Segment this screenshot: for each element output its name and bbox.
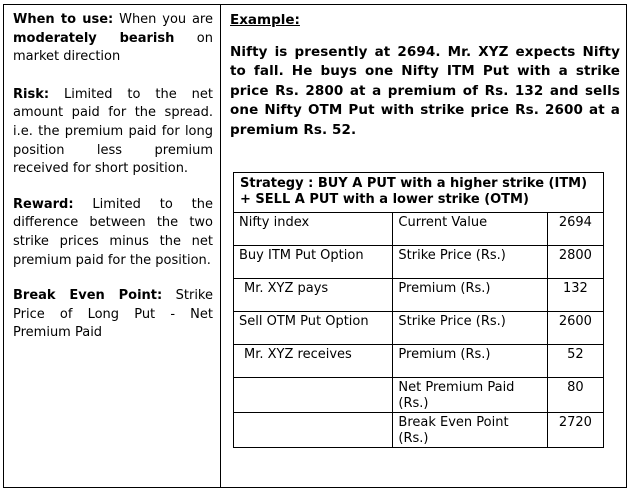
row-label: Nifty index [234, 213, 393, 246]
when-to-use [13, 11, 213, 67]
table-row [234, 345, 604, 378]
content-frame [3, 4, 627, 488]
row-label [234, 378, 393, 413]
row-label: Mr. XYZ receives [234, 345, 393, 378]
row-value: 80 [547, 378, 603, 413]
row-item: Current Value [393, 213, 547, 246]
row-item: Net Premium Paid (Rs.) [393, 378, 547, 413]
row-value: 2600 [547, 312, 603, 345]
table-row [234, 312, 604, 345]
row-label [234, 413, 393, 448]
reward [13, 196, 213, 270]
when-to-use-bold: moderately bearish [13, 30, 175, 46]
row-value: 52 [547, 345, 603, 378]
table-row [234, 378, 604, 413]
when-to-use-label: When to use: [13, 12, 114, 27]
table-row [234, 246, 604, 279]
risk-text: Limited to the net amount paid for the spread. i.e. the premium paid for long position less premium received for short position. [13, 86, 213, 177]
break-even-text: Strike Price of Long Put - Net Premium Paid [13, 288, 213, 341]
row-item: Premium (Rs.) [393, 279, 547, 312]
when-to-use-post: on market direction [13, 30, 213, 65]
table-row [234, 213, 604, 246]
strategy-table [233, 172, 604, 448]
row-value: 2800 [547, 246, 603, 279]
row-label: Buy ITM Put Option [234, 246, 393, 279]
row-item: Strike Price (Rs.) [393, 312, 547, 345]
table-row [234, 413, 604, 448]
table-row [234, 279, 604, 312]
row-item: Premium (Rs.) [393, 345, 547, 378]
column-divider [220, 5, 221, 487]
row-value: 132 [547, 279, 603, 312]
example-text: Nifty is presently at 2694. Mr. XYZ expects Nifty to fall. He buys one Nifty ITM Put with a strike price Rs. 2800 at a premium of Rs. 132 and sells one Nifty OTM Put with strike price Rs. 2600 at a premium Rs. 52. [230, 44, 620, 138]
row-item: Strike Price (Rs.) [393, 246, 547, 279]
row-label: Mr. XYZ pays [234, 279, 393, 312]
row-value: 2720 [547, 413, 603, 448]
risk [13, 86, 213, 179]
left-column [13, 11, 213, 343]
example-heading: Example: [230, 12, 300, 28]
break-even-label: Break Even Point: [13, 288, 163, 304]
right-column [230, 11, 620, 140]
strategy-header: Strategy : BUY A PUT with a higher strike (ITM) + SELL A PUT with a lower strike (OTM) [234, 173, 604, 213]
when-to-use-pre: When you are [119, 12, 213, 27]
reward-label: Reward: [13, 196, 74, 212]
reward-text: Limited to the difference between the two strike prices minus the net premium paid for the position. [13, 196, 213, 268]
row-label: Sell OTM Put Option [234, 312, 393, 345]
row-value: 2694 [547, 213, 603, 246]
break-even [13, 287, 213, 343]
row-item: Break Even Point (Rs.) [393, 413, 547, 448]
risk-label: Risk: [13, 86, 50, 102]
